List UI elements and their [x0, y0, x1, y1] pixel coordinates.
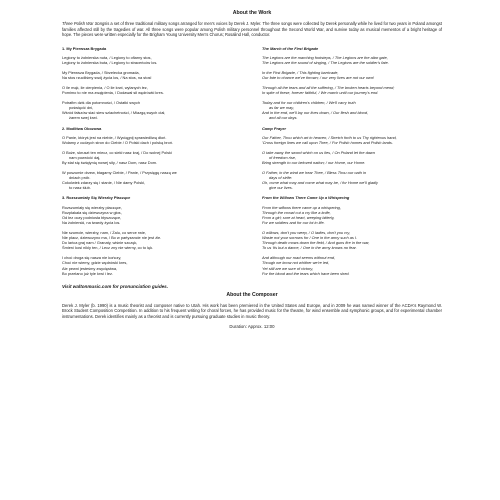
lyric-line: Na żołnierski, na twardy życia los. — [62, 219, 121, 225]
lyric-line: Wołamy z cudzych stron do Ciebie / O Polski dach i polską broń. — [62, 139, 174, 145]
lyric-stanza — [262, 70, 442, 80]
lyric-line: In spite of these, forever faithful, / We march until our journey's end. — [262, 90, 379, 96]
lyric-stanza — [62, 230, 240, 250]
lyric-line: To us 'tis but a dance, / One in the army knows no fear. — [262, 245, 357, 251]
lyric-line: And although our road seems without end, — [262, 255, 336, 261]
lyric-line: In the First Brigade, / This fighting barricade, — [262, 69, 339, 75]
song-title: From the Willows There Came Up a Whispering — [262, 195, 350, 201]
lyric-line: For the blood and the tears which have been shed. — [262, 270, 350, 276]
lyric-line: The Legions are the sound of singing, / The Legions are the soldier's fate. — [262, 59, 389, 65]
lyric-line: Though we know not whither we're led, — [262, 260, 330, 266]
lyric-stanza — [262, 85, 442, 95]
song-title: Camp Prayer — [262, 125, 287, 131]
english-lyrics-column — [262, 46, 442, 281]
lyric-line: O Panie, któryś jest na niebie, / Wyciągnij sprawiedliwą dłoń. — [62, 134, 167, 140]
song-title: 2. Modlitwa Obozowa — [62, 125, 102, 131]
lyric-line: Ale pewni jesteśmy zwycięstwa, — [62, 265, 118, 271]
lyric-line: żarem swej krwi. — [69, 115, 98, 121]
lyric-line: give our lives. — [269, 185, 293, 191]
lyric-line: Rozpłakała się dziewczyna w głos, — [62, 209, 122, 215]
lyric-stanza — [62, 55, 240, 65]
lyric-line: Potrafim dziś dla potomności, / Ostatki swych — [62, 100, 141, 106]
lyric-line: O Boże, skruszt ten miecz, co siekł nasz kraj, / Do wolnej Polski — [62, 149, 172, 155]
lyric-stanza — [62, 205, 240, 225]
lyric-line: O willows, don't you weep, / O ladies, don't you cry, — [262, 229, 351, 235]
lyric-line: From the willows there came up a whispering, — [262, 204, 341, 210]
lyric-stanza — [262, 255, 442, 275]
lyric-stanza — [262, 150, 442, 165]
lyric-line: The Legions are the marching footsteps, / The Legions are the altar gate, — [262, 54, 388, 60]
song-title: 3. Rozszumiały Się Wierzby Płaczące — [62, 195, 131, 201]
lyric-line: Choć nie wiemy, gdzie wędrówki kres, — [62, 260, 128, 266]
lyric-line: of freedom rise, — [269, 154, 297, 160]
lyric-line: From a girl; sore at heart, weeping bitterly, — [262, 214, 335, 220]
lyric-line: Rozszumiały się wierzby płaczące, — [62, 204, 122, 210]
lyric-line: O take away the sword which on us lies, / On Poland let the dawn — [262, 149, 375, 155]
composer-bio: Derek J. Myler (b. 1990) is a music theorist and composer native to Utah. His work has been premiered in the United States and Europe, and in 2009 he was named winner of the ACDA's Raymond W. Brock Student Composition Competition. In addition to his frequent writing for choral forces, he has provided music for the theatre, for wind ensemble and symphonic groups, and for experimental chamber instrumentations. Derek identifies mainly as a theorist and is currently pursuing graduate studies in music theory. — [62, 302, 442, 319]
lyric-line: Od łez oczy podniosła błyszczące, — [62, 214, 122, 220]
lyric-stanza — [62, 100, 240, 120]
work-title: Three Polish War Songs — [62, 21, 107, 26]
lyric-line: Bo przelano już tyle krwi i łez. — [62, 270, 114, 276]
lyric-line: Waste not your sorrows for / One in the army such as I. — [262, 235, 358, 241]
lyric-line: Our fate to chance we've thrown; / our very lives are not our own! — [262, 74, 375, 80]
lyric-line: Nie płacz, dziewczyno ma, / Bo w partyzancie nie jest źle. — [62, 235, 162, 241]
polish-lyrics-column — [62, 46, 240, 281]
lyric-line: Through death mows down the field, / And guns fire in the war, — [262, 240, 370, 246]
lyric-line: nam powrócić daj, — [69, 154, 101, 160]
lyric-stanza — [262, 135, 442, 145]
lyric-line: Pomimo to nie ma zwątpienia, / Dodawał sił wędrówki kres. — [62, 90, 164, 96]
song-title: The March of the First Brigade — [262, 45, 319, 51]
lyric-line: Today and for our children's children, / We'll carry truth — [262, 100, 356, 106]
lyric-stanza — [62, 85, 240, 95]
lyric-line: as far we may, — [269, 105, 295, 111]
lyric-line: Legiony to żołnierska buta, / Legiony to straceńców los. — [62, 59, 158, 65]
lyric-stanza — [62, 70, 240, 80]
lyric-line: I choć droga się nasza nie kończy, — [62, 255, 122, 261]
lyric-stanza — [62, 150, 240, 165]
lyric-line: Our Father, Thou which art in heaven, / Stretch forth to us Thy righteous hand, — [262, 134, 397, 140]
lyric-line: Yet still are we sure of victory, — [262, 265, 314, 271]
lyric-line: Na stos rzuciliśmy swój życia los, / Na stos, na stos! — [62, 74, 152, 80]
intro-text: is a set of three traditional military songs arranged for men's voices by Derek J. Myler. The three songs were collected by Derek personally while he lived for two years in Poland amongst families affected still by the tragedies of war. All three songs were popular among Polish military personnel throughout the Second World War, and survive today as musical mementos of a bright heritage of hope. The pieces were written especially for the Brigham Young University Men's Chorus; Rosalind Hall, conductor. — [62, 21, 442, 37]
lyric-stanza — [62, 255, 240, 275]
song-title: 1. My Pierwsza Brygada — [62, 45, 107, 51]
lyric-line: to nasz ślub. — [69, 185, 91, 191]
about-work-heading: About the Work — [232, 10, 272, 16]
lyric-line: Do lańca graj nam / Granaty, wiśnie szczęk, — [62, 240, 138, 246]
lyric-line: Śmierć kosi nikly ten, / Lecz zny nie wierny, co to lęk. — [62, 245, 154, 251]
lyric-line: My Pierwsza Brygada, / Strzelecka gromada, — [62, 69, 140, 75]
lyric-line: days of strife: — [269, 175, 293, 181]
lyric-line: O ile mąk, ile cierpienia, / O ile krwi, wylanych łez, — [62, 84, 148, 90]
lyric-stanza — [62, 170, 240, 190]
document-page — [62, 10, 442, 330]
duration: Duration: Approx. 12:00 — [229, 324, 275, 330]
lyric-stanza — [262, 205, 442, 225]
lyrics-columns — [62, 46, 442, 281]
lyric-line: Nie szumcie, wierzby, nam, / Żalu, co serce rwie, — [62, 229, 147, 235]
lyric-stanza — [262, 100, 442, 120]
lyric-stanza — [262, 230, 442, 250]
lyric-line: Bring strength to our beloved nation; / our Home, our Home. — [262, 160, 366, 165]
lyric-line: Cokolwiek zdarzy się i stanie, / Nie damy Polski, — [62, 180, 146, 186]
lyric-line: W poszumie drzew, błagamy Ciebie, / Panie, / Przysięgę naszą we — [62, 170, 177, 176]
lyric-line: By stał się świątynią nowej siły, / nasz Dom, nasz Dom. — [62, 160, 158, 165]
lyric-line: Wśród fałszów siać siew szlachetności, / Miazgą swych ciał, — [62, 110, 166, 116]
visit-link[interactable]: Visit waltonmusic.com for pronunciation guides. — [62, 283, 169, 289]
lyric-line: Through the crowd cut a cry like a knife, — [262, 209, 331, 215]
intro-paragraph — [62, 21, 442, 38]
lyric-line: Through all the tears and all the suffering, / The broken hearts beyond mend; — [262, 84, 395, 90]
about-composer-heading: About the Composer — [226, 291, 278, 298]
lyric-line: 'Cross foreign lines we call upon Thee, / For Polish homes and Polish lands. — [262, 139, 393, 145]
lyric-line: O Father, in the wind we hear Thee, / Bless Thou our oath in — [262, 170, 367, 176]
lyric-stanza — [62, 135, 240, 145]
lyric-stanza — [262, 170, 442, 190]
lyric-line: dniach prób. — [69, 175, 91, 181]
lyric-line: Oh, come what may and come what may be, / for Home we'll gladly — [262, 180, 378, 186]
lyric-line: and all our days. — [269, 115, 298, 121]
lyric-line: And in the end, we'll lay our lives down, / Our flesh and blood, — [262, 110, 369, 116]
lyric-line: For we soldiers and for our lot in life. — [262, 219, 325, 225]
lyric-line: poświęcić dni, — [69, 105, 94, 111]
lyric-line: Legiony to żołnierska nuta, / Legiony to ofiarny stos, — [62, 54, 152, 60]
lyric-stanza — [262, 55, 442, 65]
